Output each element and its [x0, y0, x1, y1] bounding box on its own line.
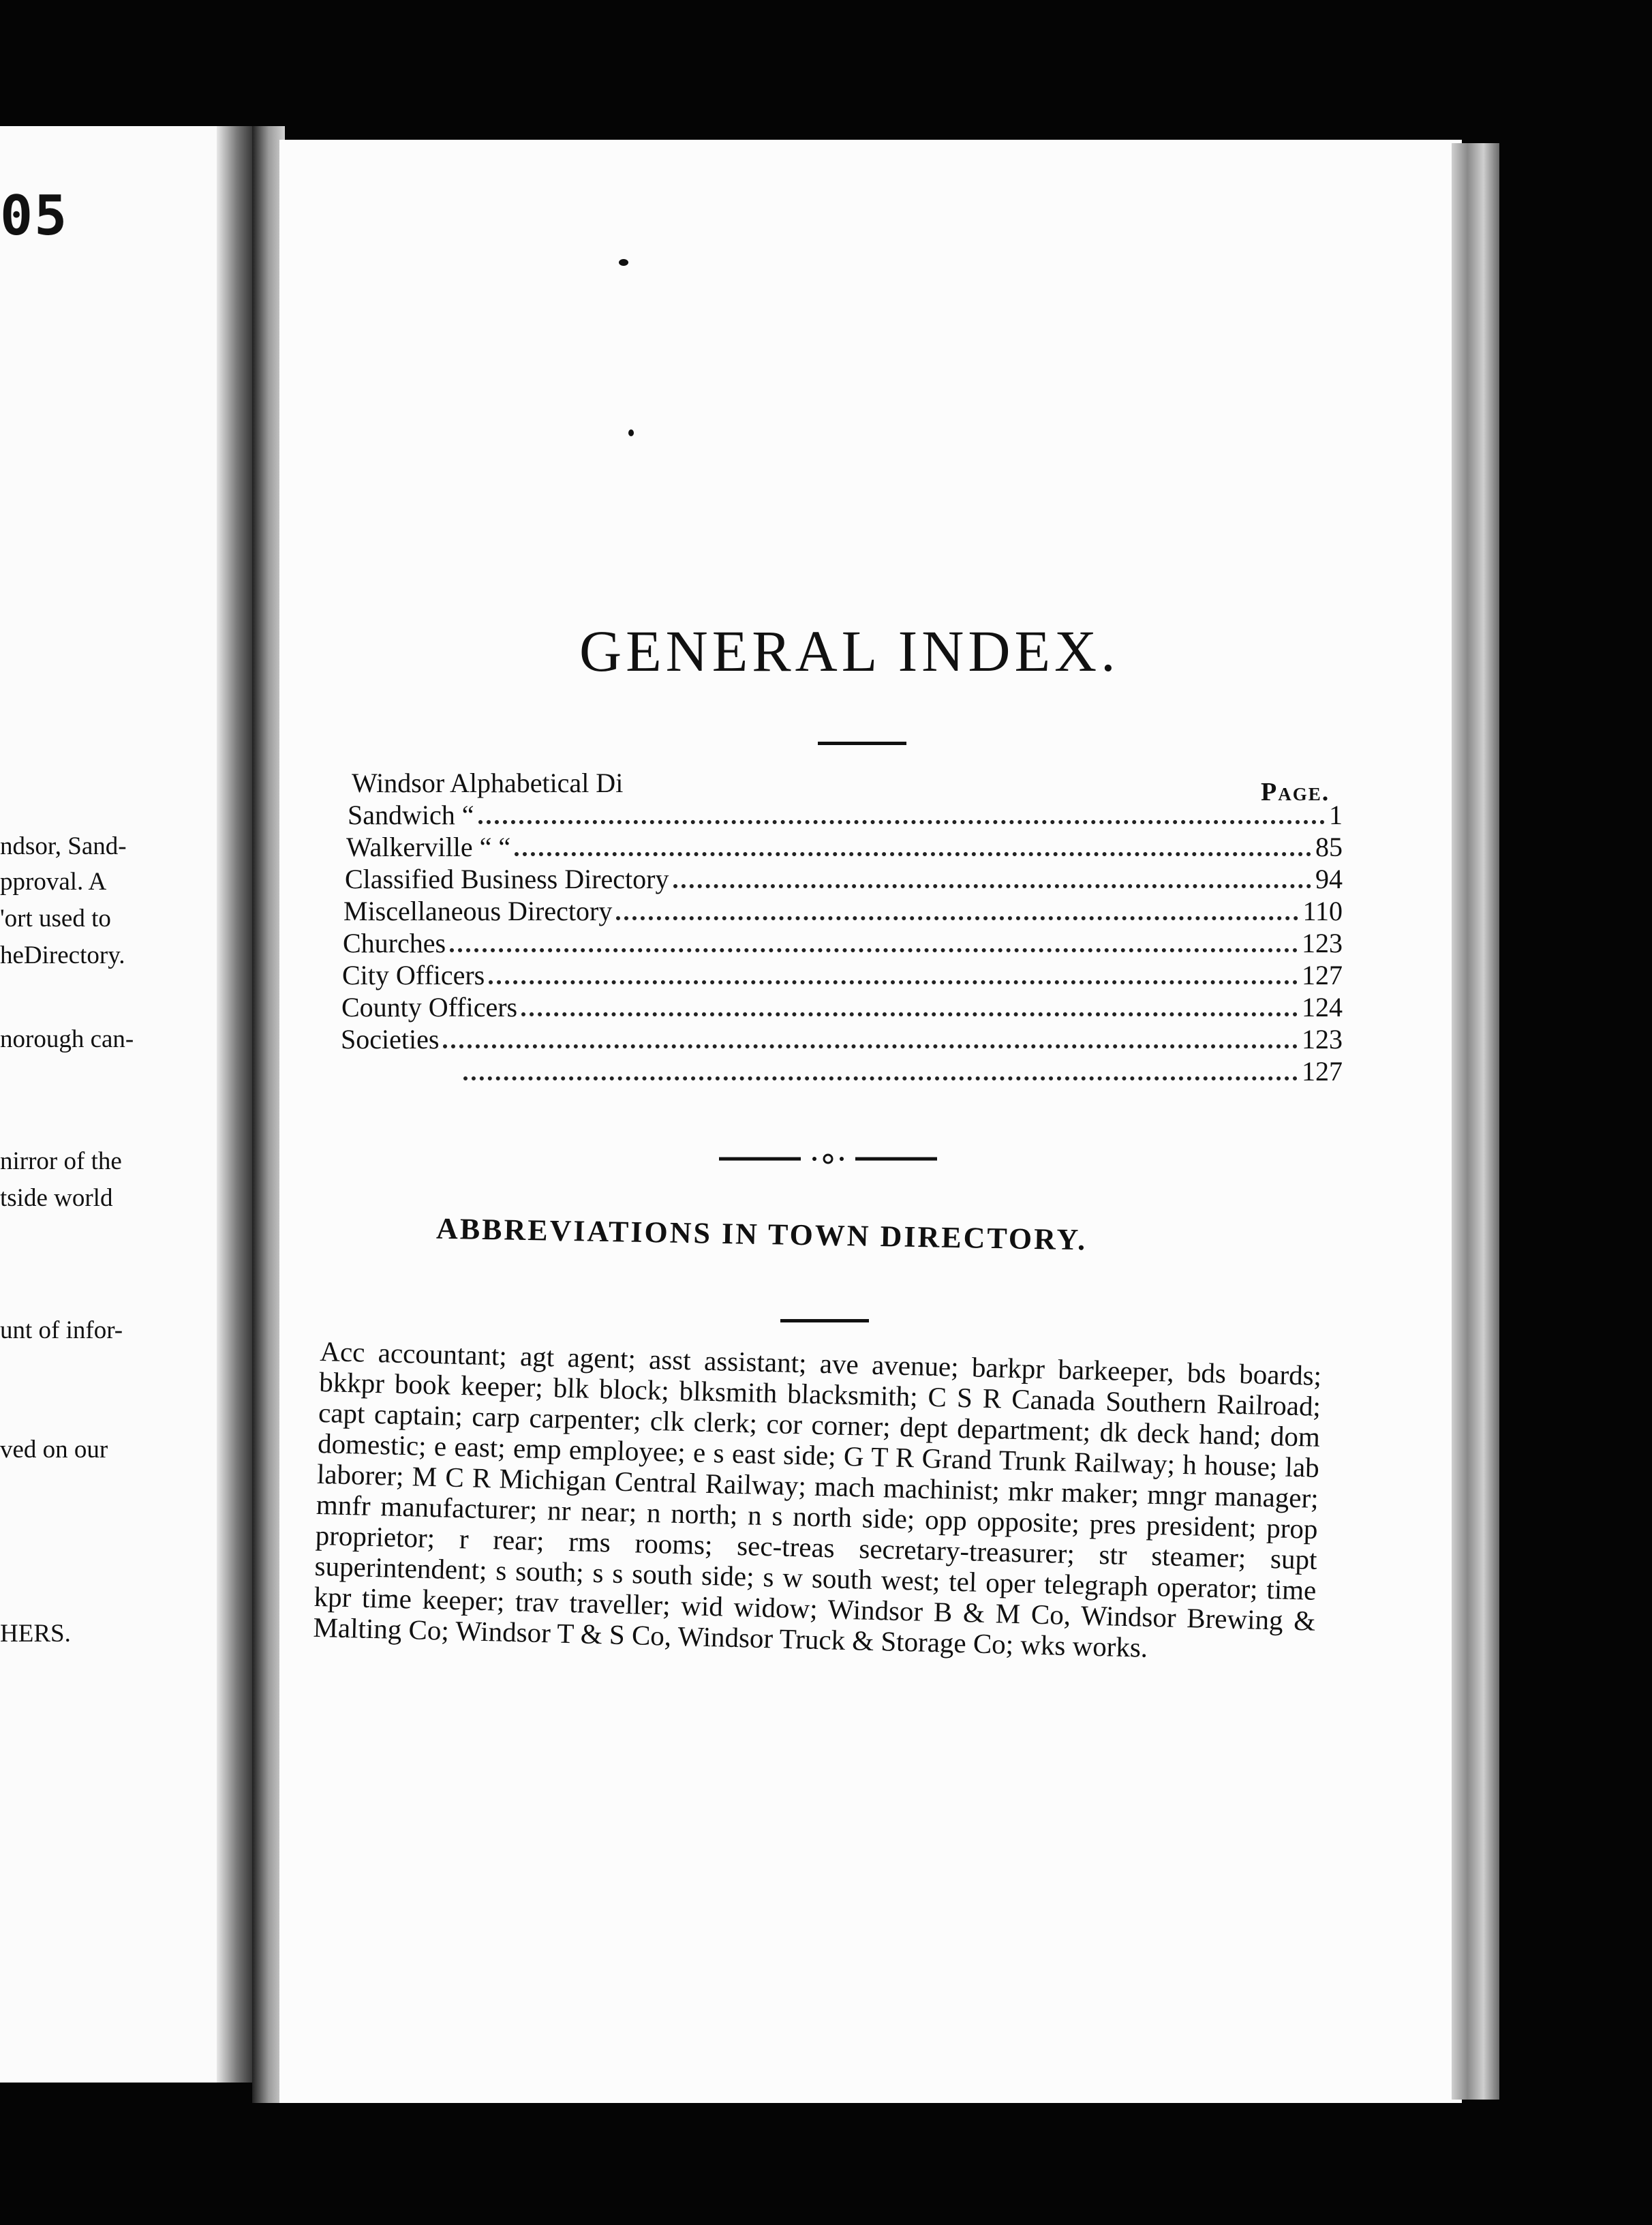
index-entry-page: 124 — [1302, 992, 1343, 1023]
index-entry-label: Windsor Alphabetical Di — [352, 768, 624, 798]
ornament-ring — [824, 1155, 832, 1163]
left-page-line: ved on our — [0, 1436, 108, 1464]
left-page-line: heDirectory. — [0, 941, 125, 969]
left-page — [0, 126, 235, 2083]
index-entry-page: 110 — [1302, 896, 1343, 926]
leader-dots — [443, 1044, 1298, 1048]
left-page-line: norough can- — [0, 1025, 134, 1053]
left-page-line: tside world — [0, 1184, 113, 1212]
index-entry-label: Societies — [341, 1024, 440, 1055]
index-entry — [345, 863, 1343, 895]
index-entry-page: 1 — [1329, 800, 1343, 830]
left-page-line: unt of infor- — [0, 1316, 123, 1344]
leader-dots — [616, 916, 1298, 920]
ornament-divider — [719, 1152, 937, 1166]
left-page-line: HERS. — [0, 1620, 71, 1648]
leader-dots — [521, 1012, 1298, 1016]
index-entry-label: Churches — [343, 928, 446, 958]
leader-dots — [478, 820, 1325, 824]
title-rule — [818, 742, 906, 745]
index-entry — [348, 799, 1343, 831]
index-entry-label: Miscellaneous Directory — [343, 896, 613, 926]
left-page-shadow — [217, 126, 258, 2083]
left-page-line: nirror of the — [0, 1147, 122, 1175]
index-entry-page: 127 — [1302, 1056, 1343, 1087]
page-edge — [1452, 143, 1499, 2100]
abbreviations-title: ABBREVIATIONS IN TOWN DIRECTORY. — [435, 1211, 1088, 1257]
abbreviations-text: Acc accountant; agt agent; asst assistant; ave avenue; barkpr barkeeper, bds boards; bkkpr book keeper; blk block; blksmith blacksmith; C S R Canada Southern Railroad; capt captain; carp carpenter; clk clerk; cor corner; dept department; dk deck hand; dom domestic; e east; emp employee; e s east side; G T R Grand Trunk Railway; h house; lab laborer; M C R Michigan Central Railway; mach machinist; mkr maker; mngr manager; mnfr manufacturer; nr near; n north; n s north side; opp opposite; pres president; prop proprietor; r rear; rms rooms; sec-treas secretary-treasurer; str steamer; supt superintendent; s south; s s south side; s w south west; tel oper telegraph operator; time kpr time keeper; trav traveller; wid widow; Windsor B & M Co, Windsor Brewing & Malting Co; Windsor T & S Co, Windsor Truck & Storage Co; wks works. — [313, 1335, 1322, 1663]
leader-dots — [515, 852, 1311, 856]
index-entry-label: County Officers — [341, 992, 518, 1023]
leader-dots — [463, 1076, 1298, 1080]
index-entry-label: Sandwich “ — [348, 800, 474, 830]
left-page-number: 05 — [0, 184, 69, 247]
index-entry-page: 94 — [1315, 864, 1343, 894]
index-entry-page: 123 — [1302, 1024, 1343, 1055]
index-entry — [343, 927, 1343, 959]
index-entry-label: Classified Business Directory — [345, 864, 669, 894]
page-column-label: Page. — [1261, 778, 1330, 806]
index-entry-page: 127 — [1302, 960, 1343, 990]
page-title: GENERAL INDEX. — [579, 618, 1120, 684]
index-entry — [343, 895, 1343, 927]
index-entry — [346, 831, 1343, 863]
leader-dots — [673, 884, 1312, 888]
index-entry — [342, 959, 1343, 991]
index-entry — [352, 767, 733, 799]
index-entry — [341, 1055, 1343, 1087]
index-entry-page: 123 — [1302, 928, 1343, 958]
index-entry — [341, 1023, 1343, 1055]
left-page-line: 'ort used to — [0, 905, 111, 933]
leader-dots — [489, 980, 1298, 984]
index-entry-page: 85 — [1315, 832, 1343, 862]
left-page-line: pproval. A — [0, 868, 107, 896]
index-entry-label: City Officers — [342, 960, 485, 990]
ink-speck — [619, 259, 628, 266]
ornament-dot — [812, 1157, 816, 1161]
leader-dots — [450, 948, 1298, 952]
abbreviations-rule — [780, 1319, 869, 1322]
ornament-dot — [840, 1157, 844, 1161]
left-page-line: ndsor, Sand- — [0, 832, 127, 860]
right-page — [279, 140, 1462, 2103]
index-entry — [341, 991, 1343, 1023]
index-entry-label: Walkerville “ “ — [346, 832, 511, 862]
ink-speck — [628, 429, 634, 436]
